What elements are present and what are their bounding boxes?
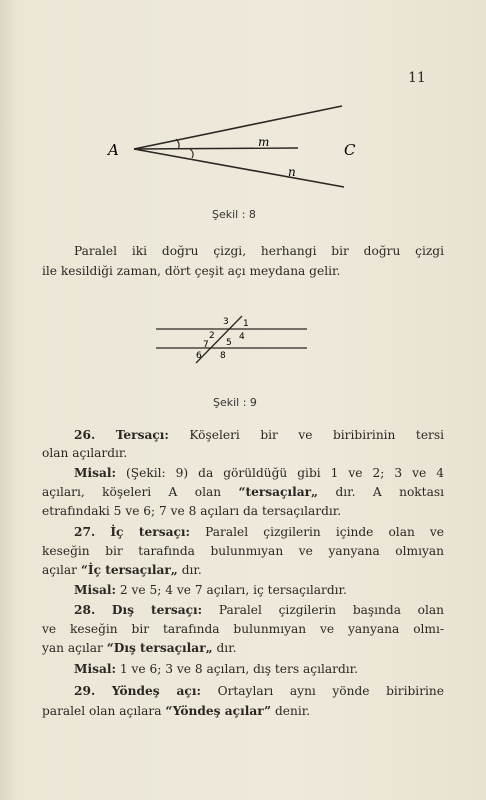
section-26-example-line-3: etrafındaki 5 ve 6; 7 ve 8 açıları da tersaçılardır. <box>42 504 342 518</box>
section-26-number: 26. <box>74 428 96 442</box>
label-c: C <box>344 141 356 159</box>
figure-9-diagram <box>156 316 307 363</box>
angle-label-4: 4 <box>239 332 245 342</box>
label-m: m <box>258 135 270 149</box>
section-26-text-1: Köşeleri bir ve biribirinin tersi <box>189 428 445 442</box>
section-26-example-line-1: Misal: (Şekil: 9) da görüldüğü gibi 1 ve 2; 3 ve 4 <box>74 466 445 480</box>
intro-line-2: ile kesildiği zaman, dört çeşit açı meydana gelir. <box>42 264 341 278</box>
angle-label-6: 6 <box>196 351 202 361</box>
section-27-line-2: keseğin bir tarafında bulunmıyan ve yanyana olmıyan <box>42 544 444 558</box>
term-yondes-acilar: “Yöndeş açılar” <box>165 704 272 718</box>
section-27-line-3: açılar “İç tersaçılar„ dır. <box>42 563 202 577</box>
section-26-title: Tersaçı: <box>115 428 169 442</box>
section-28-line-3: yan açılar “Dış tersaçılar„ dır. <box>42 641 237 655</box>
figure-8-caption: Şekil : 8 <box>212 208 256 221</box>
section-26-line-2: olan açılardır. <box>42 446 128 460</box>
angle-label-2: 2 <box>209 331 215 341</box>
figure-9-caption: Şekil : 9 <box>213 396 257 409</box>
section-28-line-2: ve keseğin bir tarafında bulunmıyan ve yanyana olmı- <box>42 622 444 636</box>
intro-line-1: Paralel iki doğru çizgi, herhangi bir doğru çizgi <box>74 244 444 258</box>
section-28-example: Misal: 1 ve 6; 3 ve 8 açıları, dış ters açılardır. <box>74 662 359 676</box>
section-28-line-1: 28. Dış tersaçı: Paralel çizgilerin başında olan <box>74 603 445 617</box>
term-tersacilar: “tersaçılar„ <box>238 485 319 499</box>
section-27-line-1: 27. İç tersaçı: Paralel çizgilerin içinde olan ve <box>74 525 445 539</box>
section-29-title: Yöndeş açı: <box>111 684 201 698</box>
term-dis-tersacilar: “Dış tersaçılar„ <box>106 641 213 655</box>
section-28-title: Dış tersaçı: <box>111 603 203 617</box>
angle-label-3: 3 <box>223 317 229 327</box>
angle-label-5: 5 <box>226 338 232 348</box>
label-a: A <box>108 141 119 159</box>
section-26-example-label: Misal: <box>74 466 117 480</box>
angle-label-8: 8 <box>220 351 226 361</box>
section-29-line-1: 29. Yöndeş açı: Ortayları aynı yönde biribirine <box>74 684 444 698</box>
section-27-example: Misal: 2 ve 5; 4 ve 7 açıları, iç tersaçılardır. <box>74 583 347 597</box>
section-26-line-1 <box>74 425 444 445</box>
figure-8-diagram <box>106 106 356 187</box>
section-27-title: İç tersaçı: <box>110 525 191 539</box>
section-29-line-2: paralel olan açılara “Yöndeş açılar” denir. <box>42 704 311 718</box>
angle-arc-lower <box>190 149 193 158</box>
angle-label-1: 1 <box>243 319 249 329</box>
term-ic-tersacilar: “İç tersaçılar„ <box>80 563 178 577</box>
section-26-example-line-2: açıları, köşeleri A olan “tersaçılar„ dır. A noktası <box>42 485 444 499</box>
label-n: n <box>288 165 296 179</box>
angle-label-7: 7 <box>203 340 209 350</box>
page-number: 11 <box>408 70 426 86</box>
